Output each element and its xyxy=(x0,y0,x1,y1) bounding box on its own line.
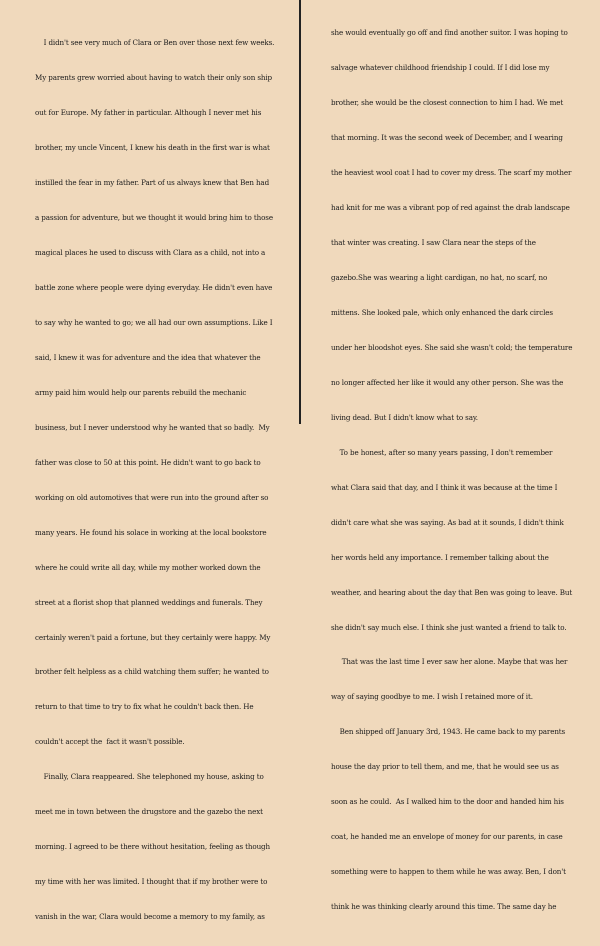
text-line: to say why he wanted to go; we all had our own assumptions. Like I xyxy=(35,317,273,327)
right-page-text xyxy=(331,4,600,936)
left-page-text xyxy=(35,14,300,946)
text-line: My parents grew worried about having to watch their only son ship xyxy=(35,73,272,83)
text-line: I didn't see very much of Clara or Ben over those next few weeks. xyxy=(35,38,275,48)
text-line: battle zone where people were dying everyday. He didn't even have xyxy=(35,282,273,292)
text-line: no longer affected her like it would any other person. She was the xyxy=(331,377,564,387)
text-line: return to that time to try to fix what he couldn't back then. He xyxy=(35,702,254,712)
text-line: brother felt helpless as a child watching them suffer; he wanted to xyxy=(35,667,269,677)
text-line: morning. I agreed to be there without hesitation, feeling as though xyxy=(35,842,270,852)
text-line: meet me in town between the drugstore and the gazebo the next xyxy=(35,807,263,817)
text-line: magical places he used to discuss with Clara as a child, not into a xyxy=(35,248,266,258)
text-line: think he was thinking clearly around this time. The same day he xyxy=(331,902,557,912)
text-line: vanish in the war, Clara would become a memory to my family, as xyxy=(35,912,265,922)
text-line: that winter was creating. I saw Clara near the steps of the xyxy=(331,238,536,248)
text-line: mittens. She looked pale, which only enhanced the dark circles xyxy=(331,307,553,317)
text-line: instilled the fear in my father. Part of us always knew that Ben had xyxy=(35,178,270,188)
text-line: had knit for me was a vibrant pop of red against the drab landscape xyxy=(331,203,570,213)
text-line: army paid him would help our parents rebuild the mechanic xyxy=(35,387,247,397)
text-line: house the day prior to tell them, and me, that he would see us as xyxy=(331,762,559,772)
text-line: something were to happen to them while he was away. Ben, I don't xyxy=(331,867,566,877)
text-line: business, but I never understood why he wanted that so badly. My xyxy=(35,422,270,432)
text-line: Ben shipped off January 3rd, 1943. He came back to my parents xyxy=(331,727,566,737)
text-line: brother, my uncle Vincent, I knew his death in the first war is what xyxy=(35,143,270,153)
text-line: under her bloodshot eyes. She said she wasn't cold; the temperature xyxy=(331,342,573,352)
text-line: didn't care what she was saying. As bad at it sounds, I didn't think xyxy=(331,517,564,527)
text-line: To be honest, after so many years passing, I don't remember xyxy=(331,447,553,457)
text-line: that morning. It was the second week of December, and I wearing xyxy=(331,133,563,143)
text-line: certainly weren't paid a fortune, but they certainly were happy. My xyxy=(35,632,271,642)
text-line: Finally, Clara reappeared. She telephoned my house, asking to xyxy=(35,772,264,782)
text-line: father was close to 50 at this point. He didn't want to go back to xyxy=(35,457,261,467)
text-line: her words held any importance. I remember talking about the xyxy=(331,552,549,562)
text-line: That was the last time I ever saw her alone. Maybe that was her xyxy=(331,657,568,667)
text-line: a passion for adventure, but we thought it would bring him to those xyxy=(35,213,273,223)
text-line: weather, and hearing about the day that Ben was going to leave. But xyxy=(331,587,573,597)
text-line: the heaviest wool coat I had to cover my dress. The scarf my mother xyxy=(331,168,572,178)
text-line: she didn't say much else. I think she just wanted a friend to talk to. xyxy=(331,622,567,632)
text-line: many years. He found his solace in working at the local bookstore xyxy=(35,527,267,537)
text-line: gazebo.She was wearing a light cardigan, no hat, no scarf, no xyxy=(331,272,548,282)
text-line: soon as he could. As I walked him to the door and handed him his xyxy=(331,797,564,807)
left-page xyxy=(0,0,300,922)
text-line: where he could write all day, while my mother worked down the xyxy=(35,562,261,572)
text-line: my time with her was limited. I thought that if my brother were to xyxy=(35,877,268,887)
text-line: out for Europe. My father in particular. Although I never met his xyxy=(35,108,262,118)
text-line: working on old automotives that were run into the ground after so xyxy=(35,492,269,502)
text-line: living dead. But I didn't know what to say. xyxy=(331,412,478,422)
text-line: way of saying goodbye to me. I wish I retained more of it. xyxy=(331,692,533,702)
text-line: brother, she would be the closest connection to him I had. We met xyxy=(331,98,564,108)
right-page xyxy=(301,0,600,912)
text-line: said, I knew it was for adventure and the idea that whatever the xyxy=(35,352,261,362)
text-line: salvage whatever childhood friendship I could. If I did lose my xyxy=(331,63,550,73)
text-line: she would eventually go off and find another suitor. I was hoping to xyxy=(331,28,568,38)
text-line: coat, he handed me an envelope of money for our parents, in case xyxy=(331,832,563,842)
text-line: what Clara said that day, and I think it was because at the time I xyxy=(331,482,558,492)
text-line: street at a florist shop that planned weddings and funerals. They xyxy=(35,597,263,607)
text-line: couldn't accept the fact it wasn't possible. xyxy=(35,737,185,747)
